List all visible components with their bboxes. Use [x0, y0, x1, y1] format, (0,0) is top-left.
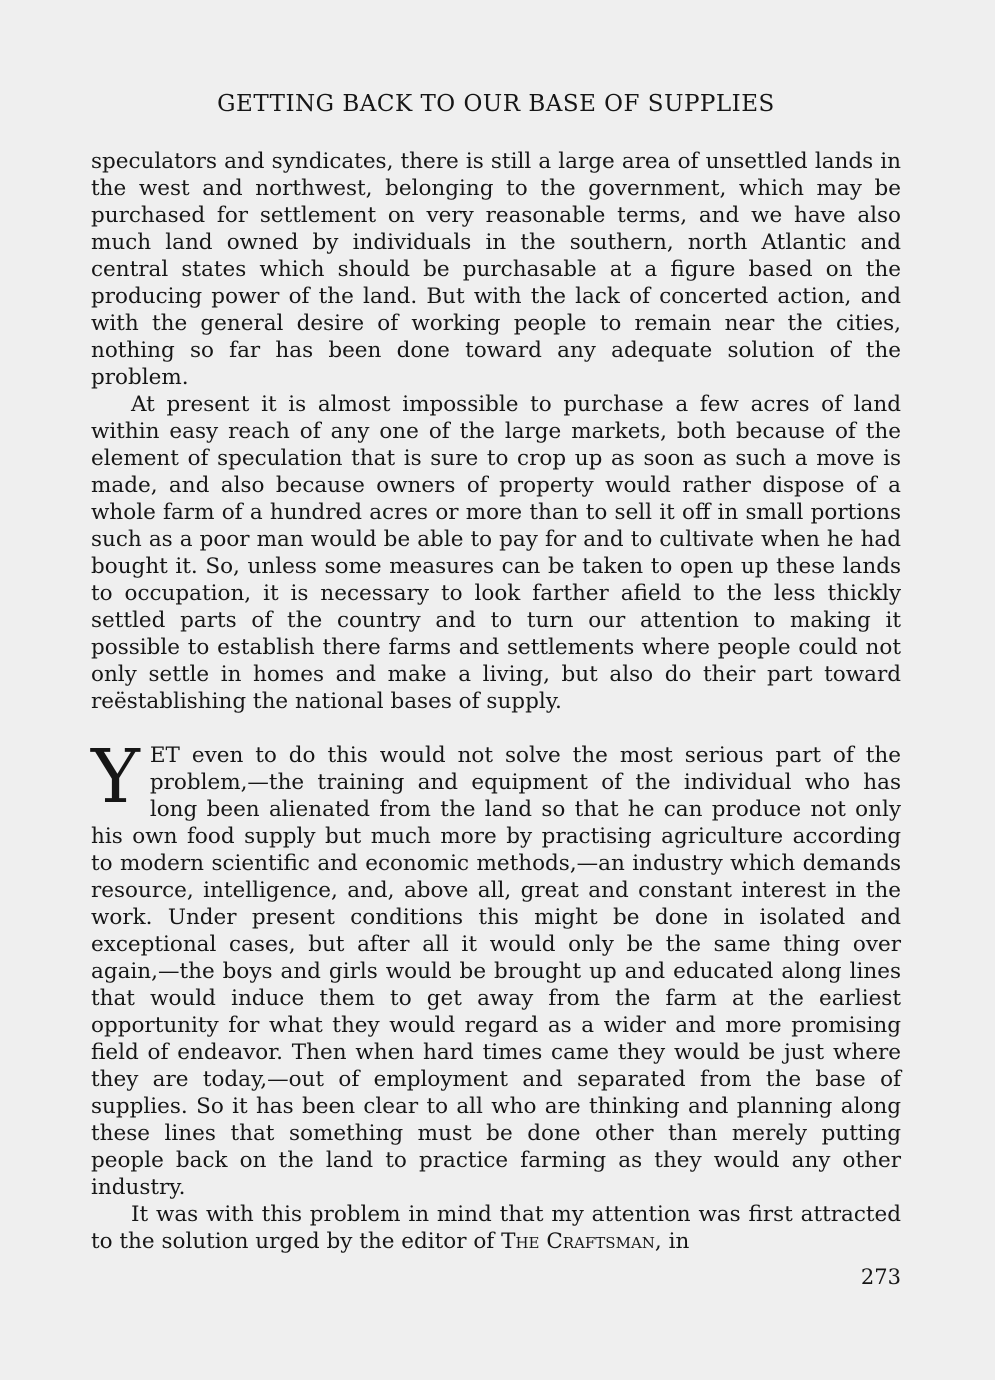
paragraph-text-end: , in — [654, 1229, 690, 1254]
running-head: GETTING BACK TO OUR BASE OF SUPPLIES — [217, 91, 775, 117]
paragraph-text: It was with this problem in mind that my attention was first attracted to the solution urged by the editor of — [91, 1202, 901, 1254]
paragraph-continued: speculators and syndicates, there is still a large area of unsettled lands in the west and northwest, belonging to the government, which may be purchased for settlement on very reasonable terms, and we have also much land owned by individuals in the southern, north Atlantic and central states which should be purchasable at a figure based on the producing power of the land. But with the lack of concerted action, and with the general desire of working people to remain near the cities, nothing so far has been done toward any adequate solution of the problem. — [91, 149, 901, 390]
magazine-title: The Craftsman — [501, 1229, 655, 1254]
page-number: 273 — [860, 1265, 901, 1289]
paragraph-text: ET even to do this would not solve the most serious part of the problem,—the training and equipment of the individual who has long been alienated from the land so that he can produce not only his own food supply but much more by practising agriculture according to modern scientific and economic methods,—an industry which demands resource, intelligence, and, above all, great and constant interest in the work. Under present conditions this might be done in isolated and exceptional cases, but after all it would only be the same thing over again,—the boys and girls would be brought up and educated along lines that would induce them to get away from the farm at the earliest opportunity for what they would regard as a wider and more promising field of endeavor. Then when hard times came they would be just where they are today,—out of employment and separated from the base of supplies. So it has been clear to all who are thinking and planning along these lines that something must be done other than merely putting people back on the land to practice farming as they would any other industry. — [91, 743, 901, 1200]
paragraph: At present it is almost impossible to purchase a few acres of land within easy reach of any one of the large markets, both because of the element of speculation that is sure to crop up as soon as such a move is made, and also because owners of property would rather dispose of a whole farm of a hundred acres or more than to sell it off in small portions such as a poor man would be able to pay for and to cultivate when he had bought it. So, unless some measures can be taken to open up these lands to occupation, it is necessary to look farther afield to the less thickly settled parts of the country and to turn our attention to making it possible to establish there farms and settlements where people could not only settle in homes and make a living, but also do their part toward reëstablishing the national bases of supply. — [91, 392, 901, 714]
paragraph — [91, 1201, 901, 1255]
paragraph-section-start — [91, 734, 901, 1201]
body-text — [91, 148, 901, 1255]
drop-cap-initial: Y — [91, 734, 140, 820]
